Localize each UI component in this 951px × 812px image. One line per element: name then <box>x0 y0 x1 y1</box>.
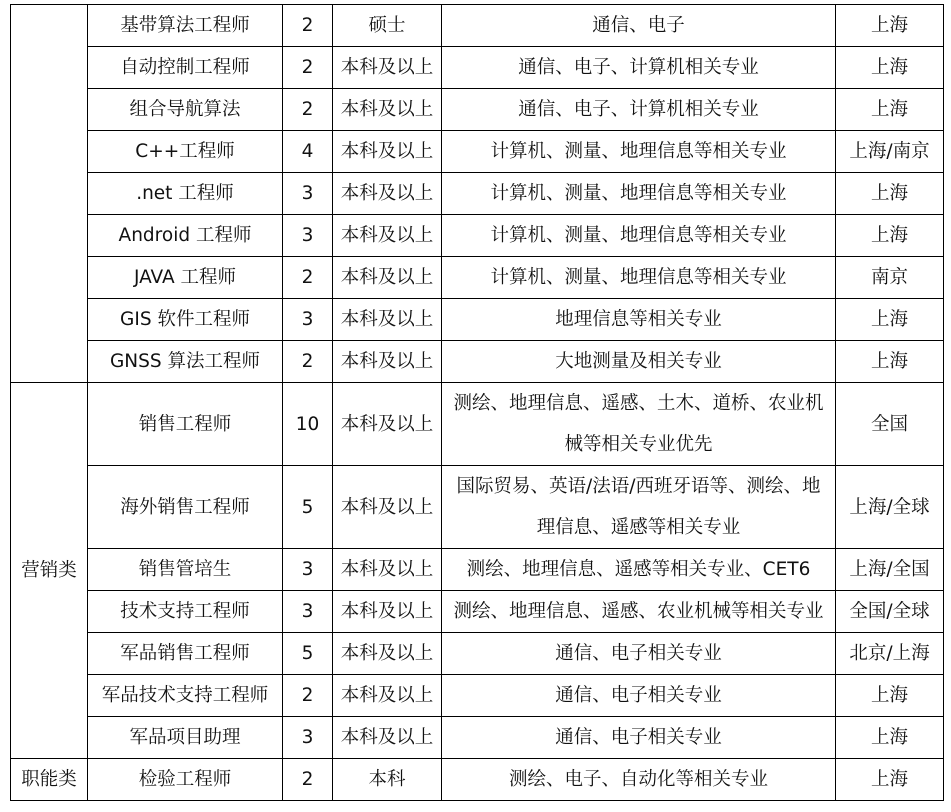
major-cell: 通信、电子相关专业 <box>442 675 836 717</box>
location-cell: 上海 <box>836 5 944 47</box>
education-cell: 本科及以上 <box>333 47 442 89</box>
table-row <box>11 47 944 89</box>
major-cell: 通信、电子相关专业 <box>442 717 836 759</box>
count-cell: 3 <box>283 549 333 591</box>
category-cell-rd <box>11 5 88 383</box>
count-cell: 3 <box>283 173 333 215</box>
major-cell: 测绘、电子、自动化等相关专业 <box>442 759 836 801</box>
major-line: 国际贸易、英语/法语/西班牙语等、测绘、地 <box>456 476 821 497</box>
location-cell: 上海/全球 <box>836 466 944 549</box>
education-cell: 本科及以上 <box>333 466 442 549</box>
table-row <box>11 299 944 341</box>
location-cell: 上海/全国 <box>836 549 944 591</box>
major-cell: 通信、电子、计算机相关专业 <box>442 89 836 131</box>
location-cell: 全国/全球 <box>836 591 944 633</box>
education-cell: 本科及以上 <box>333 341 442 383</box>
position-cell: GIS 软件工程师 <box>88 299 283 341</box>
table-row <box>11 591 944 633</box>
major-cell: 通信、电子 <box>442 5 836 47</box>
position-cell: JAVA 工程师 <box>88 257 283 299</box>
count-cell: 5 <box>283 633 333 675</box>
position-cell: 技术支持工程师 <box>88 591 283 633</box>
major-cell: 测绘、地理信息、遥感等相关专业、CET6 <box>442 549 836 591</box>
table-row <box>11 89 944 131</box>
table-row <box>11 717 944 759</box>
position-cell: 组合导航算法 <box>88 89 283 131</box>
education-cell: 硕士 <box>333 5 442 47</box>
education-cell: 本科及以上 <box>333 717 442 759</box>
position-cell: C++工程师 <box>88 131 283 173</box>
count-cell: 10 <box>283 383 333 466</box>
major-cell <box>442 383 836 466</box>
location-cell: 上海 <box>836 215 944 257</box>
education-cell: 本科及以上 <box>333 591 442 633</box>
position-cell: 销售管培生 <box>88 549 283 591</box>
education-cell: 本科及以上 <box>333 173 442 215</box>
location-cell: 上海 <box>836 173 944 215</box>
major-cell: 测绘、地理信息、遥感、农业机械等相关专业 <box>442 591 836 633</box>
education-cell: 本科及以上 <box>333 89 442 131</box>
count-cell: 5 <box>283 466 333 549</box>
major-cell: 计算机、测量、地理信息等相关专业 <box>442 257 836 299</box>
location-cell: 上海 <box>836 717 944 759</box>
education-cell: 本科及以上 <box>333 549 442 591</box>
major-cell <box>442 466 836 549</box>
education-cell: 本科及以上 <box>333 215 442 257</box>
location-cell: 上海 <box>836 341 944 383</box>
location-cell: 上海 <box>836 675 944 717</box>
table-row <box>11 383 944 466</box>
location-cell: 上海/南京 <box>836 131 944 173</box>
count-cell: 2 <box>283 675 333 717</box>
major-cell: 通信、电子、计算机相关专业 <box>442 47 836 89</box>
major-cell: 计算机、测量、地理信息等相关专业 <box>442 173 836 215</box>
major-cell: 计算机、测量、地理信息等相关专业 <box>442 215 836 257</box>
position-cell: 军品技术支持工程师 <box>88 675 283 717</box>
position-cell: GNSS 算法工程师 <box>88 341 283 383</box>
location-cell: 上海 <box>836 299 944 341</box>
position-cell: 基带算法工程师 <box>88 5 283 47</box>
major-cell: 通信、电子相关专业 <box>442 633 836 675</box>
location-cell: 全国 <box>836 383 944 466</box>
category-cell-marketing: 营销类 <box>11 383 88 759</box>
table-row <box>11 215 944 257</box>
major-cell: 地理信息等相关专业 <box>442 299 836 341</box>
table-row <box>11 675 944 717</box>
count-cell: 2 <box>283 341 333 383</box>
location-cell: 上海 <box>836 759 944 801</box>
position-cell: 自动控制工程师 <box>88 47 283 89</box>
major-line: 测绘、地理信息、遥感、土木、道桥、农业机 <box>453 393 824 414</box>
count-cell: 3 <box>283 717 333 759</box>
count-cell: 2 <box>283 47 333 89</box>
position-cell: .net 工程师 <box>88 173 283 215</box>
major-line: 理信息、遥感等相关专业 <box>536 517 741 538</box>
location-cell: 北京/上海 <box>836 633 944 675</box>
education-cell: 本科及以上 <box>333 299 442 341</box>
count-cell: 2 <box>283 5 333 47</box>
education-cell: 本科及以上 <box>333 131 442 173</box>
position-cell: 检验工程师 <box>88 759 283 801</box>
major-cell: 大地测量及相关专业 <box>442 341 836 383</box>
location-cell: 上海 <box>836 47 944 89</box>
position-cell: 军品销售工程师 <box>88 633 283 675</box>
position-cell: 军品项目助理 <box>88 717 283 759</box>
job-openings-table <box>10 4 944 801</box>
count-cell: 2 <box>283 89 333 131</box>
category-cell-functional: 职能类 <box>11 759 88 801</box>
table-row <box>11 759 944 801</box>
education-cell: 本科及以上 <box>333 675 442 717</box>
education-cell: 本科及以上 <box>333 257 442 299</box>
major-line: 械等相关专业优先 <box>564 434 713 455</box>
count-cell: 3 <box>283 591 333 633</box>
table-row <box>11 131 944 173</box>
position-cell: 销售工程师 <box>88 383 283 466</box>
table-row <box>11 466 944 549</box>
count-cell: 2 <box>283 759 333 801</box>
count-cell: 3 <box>283 299 333 341</box>
count-cell: 3 <box>283 215 333 257</box>
table-row <box>11 633 944 675</box>
education-cell: 本科及以上 <box>333 633 442 675</box>
education-cell: 本科 <box>333 759 442 801</box>
major-cell: 计算机、测量、地理信息等相关专业 <box>442 131 836 173</box>
table-row <box>11 5 944 47</box>
position-cell: Android 工程师 <box>88 215 283 257</box>
count-cell: 4 <box>283 131 333 173</box>
position-cell: 海外销售工程师 <box>88 466 283 549</box>
table-row <box>11 341 944 383</box>
location-cell: 南京 <box>836 257 944 299</box>
table-row <box>11 173 944 215</box>
table-row <box>11 257 944 299</box>
education-cell: 本科及以上 <box>333 383 442 466</box>
count-cell: 2 <box>283 257 333 299</box>
location-cell: 上海 <box>836 89 944 131</box>
table-row <box>11 549 944 591</box>
